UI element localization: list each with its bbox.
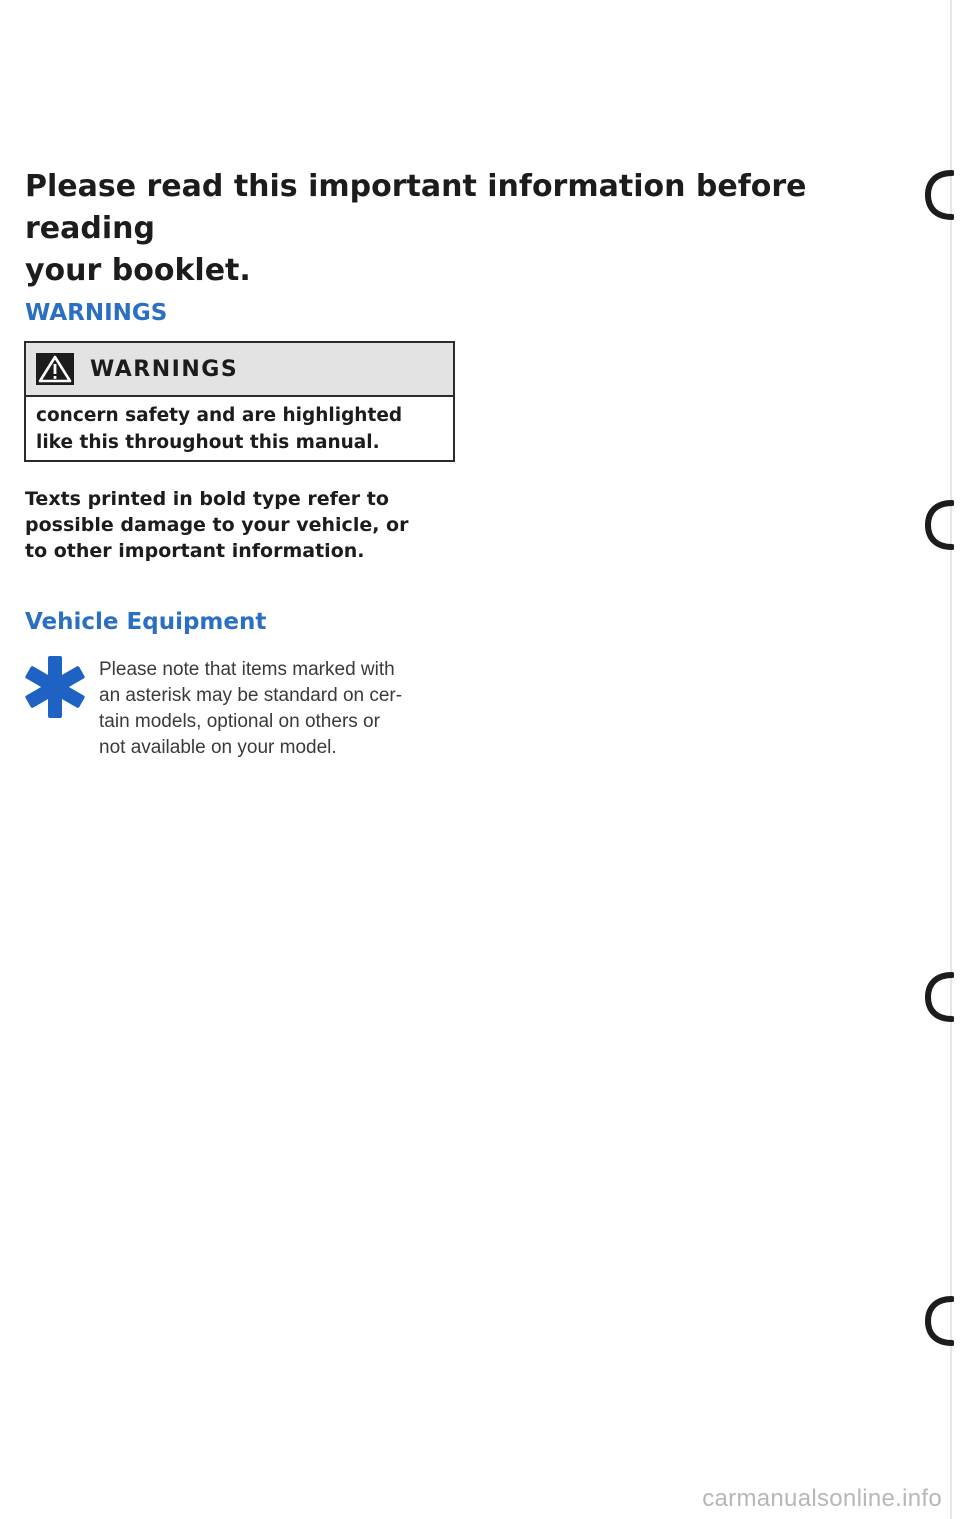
title-line-1: Please read this important information before reading bbox=[25, 169, 807, 246]
binder-hole-mark-1 bbox=[920, 170, 954, 220]
bold-note-line-3: to other important information. bbox=[25, 540, 365, 562]
bold-note-line-2: possible damage to your vehicle, or bbox=[25, 514, 409, 536]
vehicle-equipment-note bbox=[99, 657, 469, 761]
equipment-note-line-4: not available on your model. bbox=[99, 737, 337, 758]
vehicle-equipment-heading: Vehicle Equipment bbox=[25, 609, 267, 635]
warnings-heading: WARNINGS bbox=[25, 300, 168, 326]
equipment-note-line-3: tain models, optional on others or bbox=[99, 711, 380, 732]
binder-hole-mark-4 bbox=[920, 1296, 954, 1346]
binding-edge-line bbox=[950, 0, 952, 1519]
warning-box-body bbox=[26, 397, 453, 456]
asterisk-icon bbox=[24, 656, 86, 718]
warning-box-header bbox=[26, 343, 453, 397]
page-title bbox=[25, 166, 925, 292]
watermark: carmanualsonline.info bbox=[702, 1485, 942, 1512]
warning-triangle-icon bbox=[36, 353, 74, 385]
warning-box-title: WARNINGS bbox=[90, 356, 239, 382]
binder-hole-mark-3 bbox=[920, 972, 954, 1022]
title-line-2: your booklet. bbox=[25, 253, 251, 288]
warning-box-line-1: concern safety and are highlighted bbox=[36, 405, 403, 426]
equipment-note-line-2: an asterisk may be standard on cer- bbox=[99, 685, 403, 706]
warning-box bbox=[24, 341, 455, 462]
bold-note-line-1: Texts printed in bold type refer to bbox=[25, 488, 389, 510]
warning-box-line-2: like this throughout this manual. bbox=[36, 432, 380, 453]
equipment-note-line-1: Please note that items marked with bbox=[99, 659, 395, 680]
binder-hole-mark-2 bbox=[920, 500, 954, 550]
bold-type-note bbox=[25, 486, 465, 564]
